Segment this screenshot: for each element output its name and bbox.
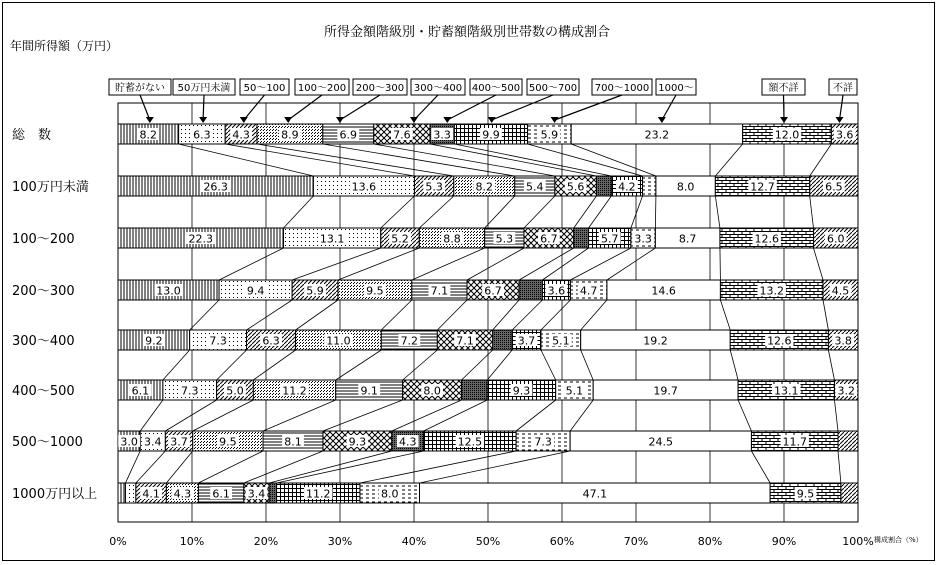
gridlines (118, 103, 858, 522)
data-label: 6.5 (825, 180, 843, 194)
data-label: 6.9 (339, 128, 358, 142)
x-tick-label: 10% (179, 535, 205, 548)
data-label: 7.1 (456, 334, 474, 348)
legend-arrow-head (199, 117, 207, 123)
data-label: 14.6 (651, 284, 676, 298)
data-label: 12.7 (750, 180, 775, 194)
legend-label: 700～1000 (594, 83, 650, 94)
connector-line (140, 400, 163, 431)
data-label: 7.3 (180, 384, 199, 398)
connector-line (467, 248, 524, 280)
x-axis-title: 構成割合（%） (874, 536, 923, 544)
legend-arrow-line (784, 95, 785, 120)
data-label: 19.7 (653, 384, 678, 398)
connector-line (360, 451, 516, 483)
data-label: 6.1 (212, 487, 230, 501)
data-label: 5.2 (391, 232, 409, 246)
connector-line (570, 248, 630, 280)
legend-label: 額不詳 (768, 83, 799, 94)
data-label: 6.7 (540, 232, 558, 246)
connector-line (516, 400, 556, 431)
x-tick-label: 100% (842, 535, 874, 548)
connector-line (257, 144, 454, 176)
chart-title: 所得金額階級別・貯蓄額階級別世帯数の構成割合 (323, 25, 611, 40)
data-label: 3.6 (835, 128, 854, 142)
bar-segment (596, 176, 611, 196)
bar-segment (574, 228, 589, 248)
connector-line (838, 451, 841, 483)
legend-label: 300～400 (413, 83, 463, 94)
legend-label: 400～500 (471, 83, 521, 94)
data-label: 23.2 (644, 128, 670, 142)
data-label: 8.9 (281, 128, 299, 142)
data-label: 9.2 (145, 334, 163, 348)
legend-label: 貯蓄がない (115, 83, 165, 94)
connector-line (277, 451, 424, 483)
data-label: 8.1 (284, 435, 302, 449)
bar-segment (118, 483, 125, 503)
connector-line (581, 350, 593, 380)
connector-line (589, 196, 612, 228)
bar-segment (838, 431, 858, 451)
legend-arrow-head (551, 117, 559, 123)
data-label: 5.4 (526, 180, 544, 194)
data-label: 11.2 (282, 384, 307, 398)
data-label: 5.9 (306, 284, 324, 298)
connector-line (217, 350, 247, 380)
connector-line (730, 350, 738, 380)
data-label: 12.6 (754, 232, 779, 246)
data-label: 8.0 (380, 487, 399, 501)
data-label: 6.0 (826, 232, 845, 246)
bar-segment (841, 483, 858, 503)
legend-label: 500～700 (528, 83, 578, 94)
data-label: 3.7 (517, 334, 536, 348)
legend (109, 79, 857, 123)
legend-arrow-line (447, 95, 496, 120)
connector-line (323, 400, 403, 431)
data-label: 5.1 (552, 334, 570, 348)
connector-line (485, 196, 515, 228)
connector-line (225, 144, 414, 176)
data-label: 13.0 (156, 284, 181, 298)
data-label: 47.1 (582, 487, 608, 501)
data-label: 5.6 (566, 180, 585, 194)
legend-arrow-line (492, 95, 553, 120)
legend-arrow-line (414, 95, 438, 120)
connector-line (512, 300, 542, 330)
connector-line (420, 451, 571, 483)
connector-line (392, 400, 462, 431)
x-tick-label: 80% (697, 535, 723, 548)
data-label: 4.1 (142, 487, 160, 501)
data-label: 3.4 (144, 435, 162, 449)
data-label: 8.2 (139, 128, 158, 142)
data-label: 11.7 (782, 435, 807, 449)
legend-arrow-line (140, 95, 150, 120)
data-label: 6.3 (193, 128, 211, 142)
data-label: 26.3 (203, 180, 228, 194)
connector-line (541, 350, 556, 380)
data-label: 4.5 (831, 284, 850, 298)
data-label: 12.5 (457, 435, 483, 449)
legend-label: 200～300 (355, 83, 405, 94)
legend-label: 50～100 (243, 83, 286, 94)
x-tick-label: 30% (327, 535, 353, 548)
data-label: 4.7 (579, 284, 598, 298)
x-tick-label: 70% (623, 535, 649, 548)
legend-arrow-head (443, 117, 451, 123)
connector-line (738, 400, 751, 431)
data-label: 3.6 (547, 284, 566, 298)
legend-label: 1000～ (658, 83, 694, 94)
connector-line (715, 196, 720, 228)
connector-line (323, 144, 515, 176)
connector-line (263, 400, 336, 431)
connector-line (269, 451, 392, 483)
legend-label: 100～200 (297, 83, 347, 94)
legend-arrow-line (244, 95, 265, 120)
legend-arrow-line (288, 95, 322, 120)
connector-line (631, 196, 643, 228)
x-tick-label: 90% (771, 535, 797, 548)
connector-line (412, 248, 485, 280)
connector-line (528, 144, 643, 176)
data-label: 6.1 (131, 384, 150, 398)
connector-line (813, 248, 823, 280)
connector-line (374, 144, 555, 176)
data-label: 24.5 (648, 435, 674, 449)
data-label: 13.2 (759, 284, 784, 298)
connector-line (574, 196, 597, 228)
bar-segment (269, 483, 276, 503)
bar-segment (519, 280, 542, 300)
category-label: 100万円未満 (12, 180, 89, 195)
data-label: 8.8 (443, 232, 461, 246)
data-label: 4.3 (232, 128, 250, 142)
legend-arrow-head (410, 117, 418, 123)
connector-line (655, 196, 656, 228)
data-label: 5.9 (540, 128, 559, 142)
connector-line (165, 400, 216, 431)
connector-line (198, 451, 263, 483)
data-label: 3.0 (120, 435, 138, 449)
legend-arrow-head (146, 117, 154, 123)
data-label: 13.6 (351, 180, 377, 194)
connector-line (296, 300, 338, 330)
connector-line (179, 144, 314, 176)
category-label: 300～400 (12, 334, 75, 349)
data-label: 8.0 (423, 384, 441, 398)
data-label: 4.2 (618, 180, 636, 194)
data-label: 19.2 (643, 334, 668, 348)
bar-segment (643, 176, 656, 196)
connector-line (715, 144, 742, 176)
data-label: 3.7 (170, 435, 188, 449)
connector-line (136, 451, 165, 483)
data-label: 9.3 (348, 435, 367, 449)
connector-line (284, 196, 314, 228)
x-tick-label: 60% (549, 535, 575, 548)
legend-arrow-line (555, 95, 622, 120)
bar-segment (462, 380, 488, 400)
y-axis-title: 年間所得額（万円） (10, 39, 119, 53)
legend-arrow-head (488, 117, 496, 123)
connector-line (493, 300, 519, 330)
category-label: 1000万円以上 (12, 487, 98, 502)
data-label: 7.6 (393, 128, 411, 142)
legend-arrow-head (836, 117, 844, 123)
x-tick-labels (109, 535, 873, 548)
category-label: 総 数 (12, 128, 52, 143)
data-label: 3.4 (247, 487, 266, 501)
data-label: 7.1 (430, 284, 449, 298)
data-label: 3.2 (837, 384, 855, 398)
connector-line (524, 196, 555, 228)
x-tick-label: 50% (475, 535, 501, 548)
connector-line (247, 300, 293, 330)
data-label: 9.1 (360, 384, 378, 398)
connector-line (541, 300, 570, 330)
connector-line (751, 451, 770, 483)
data-label: 3.8 (834, 334, 852, 348)
legend-label: 50万円未満 (177, 83, 231, 94)
legend-arrow-head (658, 117, 666, 123)
legend-arrow-head (336, 117, 344, 123)
legend-arrow-head (780, 117, 788, 123)
connector-line (403, 350, 438, 380)
data-label: 12.0 (774, 128, 800, 142)
data-label: 3.3 (433, 128, 451, 142)
category-labels (12, 127, 97, 502)
data-label: 7.3 (534, 435, 552, 449)
data-label: 8.0 (676, 180, 695, 194)
connector-line (166, 451, 192, 483)
category-label: 100～200 (12, 232, 75, 247)
connector-line (437, 300, 467, 330)
legend-label: 不詳 (833, 83, 853, 94)
connector-line (381, 196, 415, 228)
data-label: 12.6 (767, 334, 792, 348)
connector-line (607, 248, 655, 280)
data-label: 22.3 (188, 232, 214, 246)
connector-line (828, 350, 834, 380)
connector-line (424, 400, 488, 431)
connector-line (834, 400, 838, 431)
legend-arrow-line (662, 95, 676, 120)
data-label: 5.1 (565, 384, 584, 398)
legend-arrow-head (240, 117, 248, 123)
x-tick-label: 0% (109, 535, 127, 548)
data-label: 13.1 (319, 232, 345, 246)
data-label: 3.3 (634, 232, 652, 246)
connector-line (430, 144, 597, 176)
connector-line (244, 451, 323, 483)
connector-line (720, 300, 730, 330)
data-label: 9.5 (219, 435, 237, 449)
data-label: 9.9 (482, 128, 500, 142)
data-label: 9.5 (796, 487, 815, 501)
connector-line (292, 248, 381, 280)
data-label: 6.7 (484, 284, 502, 298)
connector-line (487, 350, 512, 380)
legend-arrow-line (203, 95, 204, 120)
data-label: 11.2 (306, 487, 331, 501)
connector-line (338, 248, 419, 280)
data-label: 5.0 (226, 384, 244, 398)
connector-line (193, 400, 254, 431)
connector-line (163, 350, 190, 380)
data-label: 8.7 (678, 232, 697, 246)
legend-arrow-line (840, 95, 844, 120)
connector-line (219, 248, 283, 280)
data-label: 4.3 (398, 435, 417, 449)
connector-line (810, 196, 814, 228)
connector-line (190, 300, 219, 330)
data-label: 7.2 (400, 334, 419, 348)
connector-line (581, 300, 607, 330)
data-label: 9.3 (512, 384, 531, 398)
connector-line (419, 196, 453, 228)
data-label: 9.4 (246, 284, 265, 298)
data-label: 7.3 (209, 334, 227, 348)
category-label: 400～500 (12, 384, 75, 399)
data-label: 5.7 (600, 232, 619, 246)
bar-segment (125, 483, 135, 503)
connector-line (336, 350, 382, 380)
data-label: 8.2 (475, 180, 494, 194)
category-label: 500～1000 (12, 435, 83, 450)
legend-arrow-head (284, 117, 292, 123)
connector-line (810, 144, 832, 176)
x-tick-label: 20% (253, 535, 279, 548)
data-label: 5.3 (425, 180, 443, 194)
category-label: 200～300 (12, 284, 75, 299)
connector-line (125, 451, 140, 483)
bar-segment (493, 330, 512, 350)
connector-line (381, 300, 412, 330)
connector-line (454, 144, 611, 176)
data-label: 13.1 (774, 384, 799, 398)
x-tick-label: 40% (401, 535, 427, 548)
data-label: 6.3 (262, 334, 280, 348)
data-label: 11.0 (326, 334, 351, 348)
data-label: 5.3 (495, 232, 514, 246)
connector-line (823, 300, 828, 330)
legend-arrow-line (340, 95, 380, 120)
data-label: 4.3 (173, 487, 192, 501)
connector-line (570, 400, 593, 431)
connector-line (253, 350, 295, 380)
data-label: 9.5 (366, 284, 384, 298)
